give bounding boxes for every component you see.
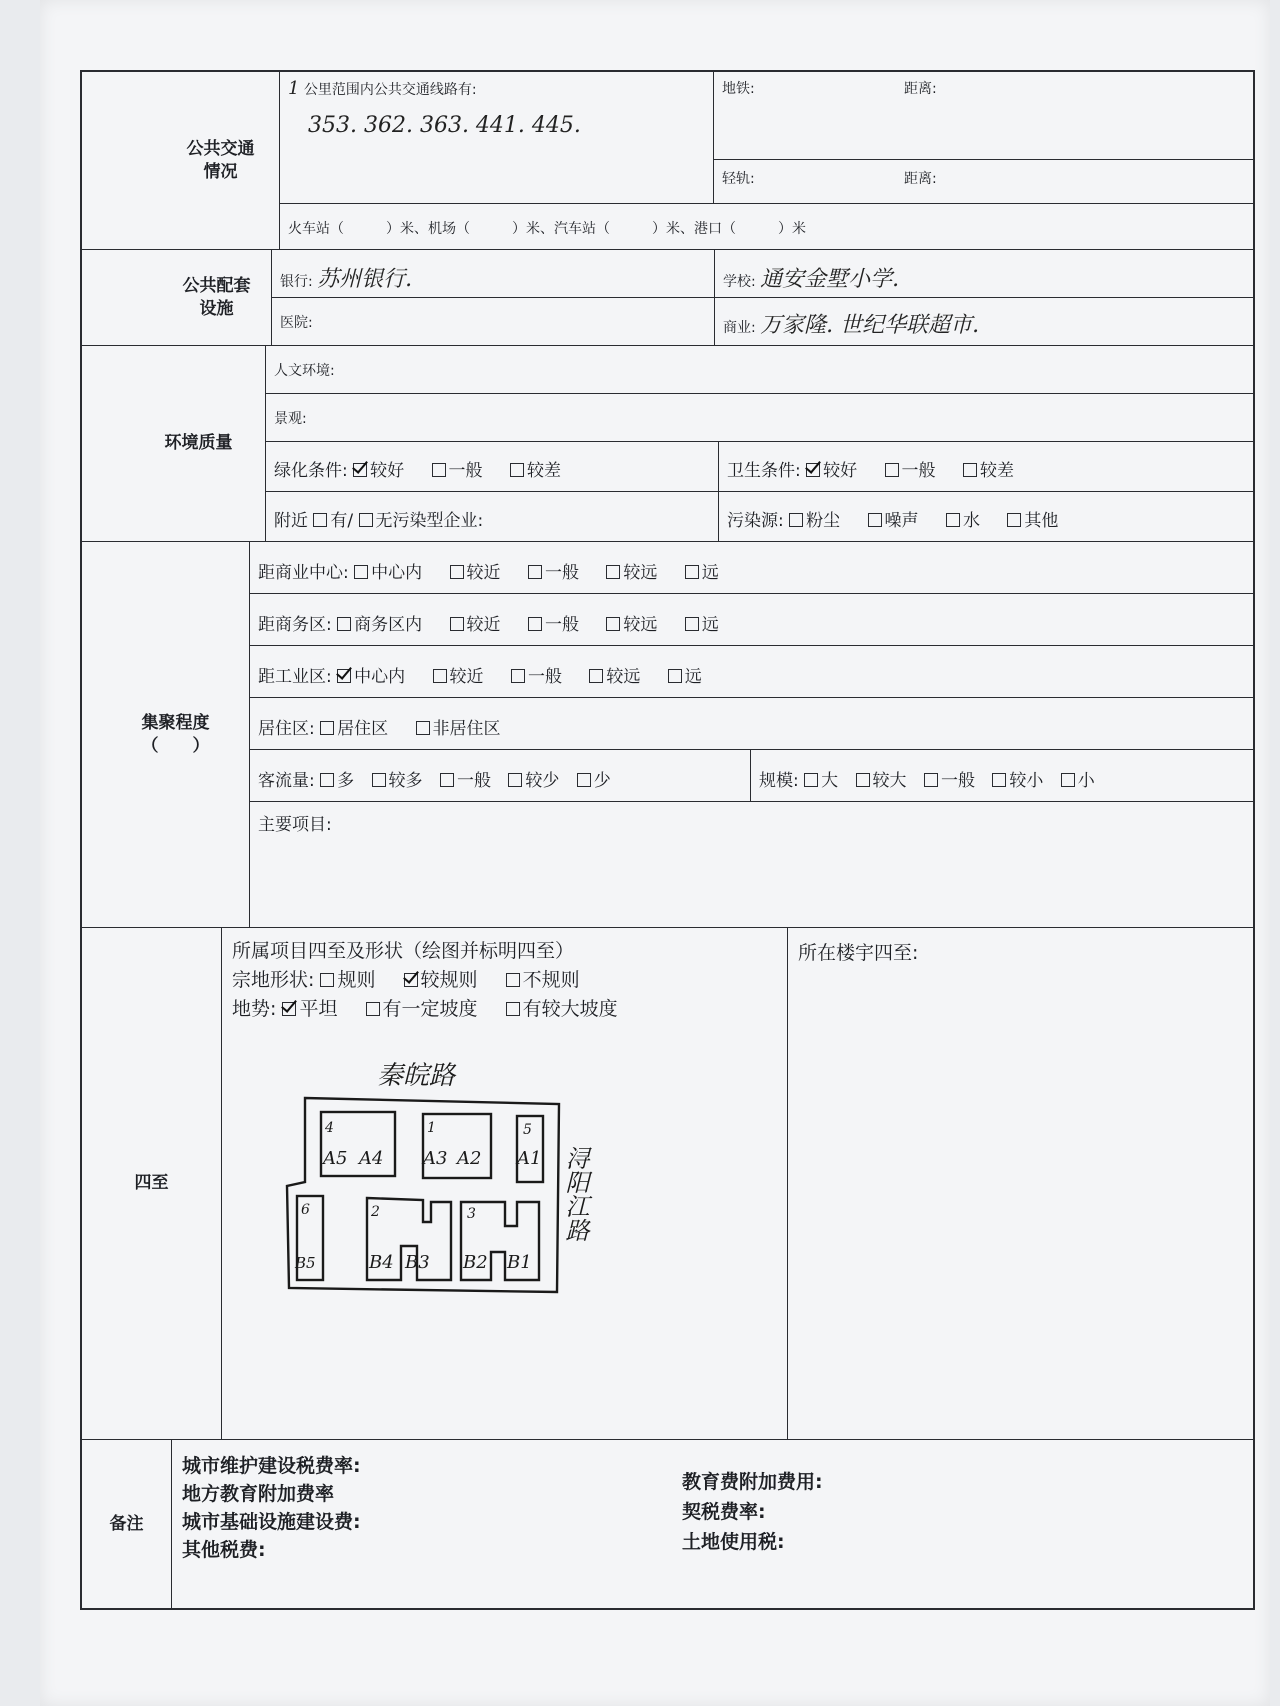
scale-option[interactable] <box>804 771 838 791</box>
bus-routes-label: 公里范围内公共交通线路有: <box>303 82 477 98</box>
block-label: A3 <box>423 1148 448 1169</box>
shape-option-regular[interactable] <box>320 969 375 991</box>
checkbox-icon <box>506 973 520 987</box>
checkbox-icon <box>1007 513 1021 527</box>
scale-option[interactable] <box>1061 771 1095 791</box>
option-label: 噪声 <box>884 511 919 531</box>
option-label: 一般 <box>940 771 975 791</box>
biz-district-cell <box>250 594 749 645</box>
option-label: 较近 <box>449 667 484 687</box>
checkbox-icon <box>450 565 464 579</box>
biz-center-cell <box>250 542 749 593</box>
shape-option-irregular[interactable] <box>506 969 580 991</box>
option-label: 较差 <box>979 461 1014 481</box>
biz-district-option[interactable] <box>337 615 422 635</box>
metro-distance-label: 距离: <box>904 81 937 97</box>
checkbox-icon <box>337 617 351 631</box>
checkbox-icon <box>789 513 803 527</box>
biz-district-label: 距商务区: <box>258 615 332 635</box>
traffic-option[interactable] <box>508 771 559 791</box>
traffic-scale-row <box>250 750 1253 802</box>
option-label: 一般 <box>544 615 579 635</box>
paper-sheet <box>40 0 1270 1706</box>
stations-text: 火车站（ ）米、机场（ ）米、汽车站（ ）米、港口（ ）米 <box>288 221 806 237</box>
option-label: 非居住区 <box>432 719 501 739</box>
option-label: 其他 <box>1024 511 1059 531</box>
checkbox-icon <box>685 617 699 631</box>
biz-center-option[interactable] <box>685 563 719 583</box>
greening-option-poor[interactable] <box>510 461 561 481</box>
option-label: 规则 <box>337 969 376 991</box>
checkbox-icon <box>685 565 699 579</box>
option-label: 远 <box>684 667 702 687</box>
bus-routes-value: 353. 362. 363. 441. 445. <box>308 113 581 138</box>
option-label: 远 <box>701 563 719 583</box>
traffic-cell <box>250 750 750 801</box>
boundaries-title: 所属项目四至及形状（绘图并标明四至） <box>232 940 575 962</box>
terrain-row <box>232 994 777 1021</box>
greening-label: 绿化条件: <box>274 461 348 481</box>
hospital-cell <box>272 298 714 346</box>
section-transport <box>82 72 1253 250</box>
checkbox-icon <box>320 721 334 735</box>
industrial-option[interactable] <box>589 667 640 687</box>
checkbox-checked-icon <box>337 669 351 683</box>
boundaries-label: 四至 <box>82 928 222 1439</box>
pollution-option-water[interactable] <box>946 511 980 531</box>
residential-option[interactable] <box>416 719 501 739</box>
metro-label: 地铁: <box>722 81 755 97</box>
option-label: 中心内 <box>371 563 423 583</box>
school-label: 学校: <box>723 274 756 290</box>
option-label: 较好 <box>823 461 858 481</box>
option-label: 商务区内 <box>354 615 423 635</box>
checkbox-checked-icon <box>282 1002 296 1016</box>
nearby-cell <box>266 492 718 542</box>
block-label: A4 <box>359 1148 384 1169</box>
checkbox-icon <box>432 463 446 477</box>
checkbox-icon <box>320 973 334 987</box>
pollution-label: 污染源: <box>727 511 784 531</box>
industrial-row <box>250 646 1253 698</box>
option-label: 不规则 <box>522 969 580 991</box>
checkbox-icon <box>924 773 938 787</box>
biz-district-row <box>250 594 1253 646</box>
block-label: 4 <box>325 1120 334 1136</box>
option-label: 多 <box>337 771 355 791</box>
building-boundaries-label: 所在楼宇四至: <box>798 942 919 964</box>
shape-row <box>232 965 777 992</box>
commerce-label: 商业: <box>723 320 756 336</box>
biz-district-option[interactable] <box>685 615 719 635</box>
block-label: 1 <box>427 1120 436 1136</box>
biz-center-row <box>250 542 1253 594</box>
hospital-commerce-row <box>272 298 1253 346</box>
pollution-option-other[interactable] <box>1007 511 1058 531</box>
traffic-option[interactable] <box>440 771 491 791</box>
block-label: B1 <box>507 1252 532 1273</box>
nearby-option-no: 无污染型企业: <box>375 511 484 531</box>
industrial-option-center[interactable] <box>337 667 405 687</box>
environment-label: 环境质量 <box>132 346 266 541</box>
block-label: 2 <box>371 1204 380 1220</box>
block-label: A1 <box>517 1148 542 1169</box>
fee-city-infrastructure: 城市基础设施建设费: <box>182 1511 361 1533</box>
light-rail-row <box>714 160 1253 203</box>
metro-row <box>714 72 1253 160</box>
biz-district-option[interactable] <box>528 615 579 635</box>
option-label: 水 <box>962 511 980 531</box>
checkbox-icon <box>528 617 542 631</box>
bank-cell <box>272 250 714 297</box>
industrial-option[interactable] <box>433 667 484 687</box>
terrain-label: 地势: <box>232 998 277 1020</box>
option-label: 较远 <box>606 667 641 687</box>
scale-option[interactable] <box>856 771 907 791</box>
option-label: 少 <box>593 771 611 791</box>
checkbox-icon <box>510 463 524 477</box>
industrial-label: 距工业区: <box>258 667 332 687</box>
main-projects-label: 主要项目: <box>258 815 332 835</box>
checkbox-icon <box>868 513 882 527</box>
biz-center-option[interactable] <box>354 563 422 583</box>
bus-routes-cell <box>280 72 713 203</box>
checkbox-checked-icon <box>404 973 418 987</box>
option-label: 较远 <box>623 563 658 583</box>
checkbox-icon <box>320 773 334 787</box>
culture-label: 人文环境: <box>274 363 335 379</box>
biz-center-option[interactable] <box>606 563 657 583</box>
section-notes <box>82 1440 1253 1608</box>
pollution-option-dust[interactable] <box>789 511 840 531</box>
landscape-row <box>266 394 1253 442</box>
bank-value: 苏州银行. <box>317 267 413 292</box>
checkbox-icon <box>528 565 542 579</box>
shape-label: 宗地形状: <box>232 969 315 991</box>
facilities-label: 公共配套 设施 <box>162 250 272 345</box>
stations-row <box>280 204 1253 250</box>
checkbox-icon <box>577 773 591 787</box>
greening-hygiene-row <box>266 442 1253 492</box>
biz-center-option[interactable] <box>528 563 579 583</box>
scale-option[interactable] <box>992 771 1043 791</box>
checkbox-icon <box>511 669 525 683</box>
fee-deed-tax: 契税费率: <box>682 1501 766 1523</box>
hygiene-option-good[interactable] <box>806 461 857 481</box>
option-label: 较大 <box>872 771 907 791</box>
option-label: 较少 <box>525 771 560 791</box>
scale-option[interactable] <box>924 771 975 791</box>
section-boundaries <box>82 928 1253 1440</box>
hygiene-cell <box>718 442 1253 491</box>
block-label: B3 <box>405 1252 430 1273</box>
bank-label: 银行: <box>280 274 313 290</box>
checkbox-icon <box>506 1002 520 1016</box>
option-label: 平坦 <box>299 998 338 1020</box>
industrial-option[interactable] <box>511 667 562 687</box>
option-label: 较规则 <box>420 969 478 991</box>
option-label: 粉尘 <box>806 511 841 531</box>
residential-cell <box>250 698 531 749</box>
bank-school-row <box>272 250 1253 298</box>
biz-district-option[interactable] <box>606 615 657 635</box>
hygiene-option-average[interactable] <box>885 461 936 481</box>
greening-option-average[interactable] <box>432 461 483 481</box>
checkbox-icon <box>946 513 960 527</box>
checkbox-icon <box>885 463 899 477</box>
fee-education-surcharge: 教育费附加费用: <box>682 1471 823 1493</box>
boundaries-project-cell <box>222 928 787 1439</box>
option-label: 一般 <box>456 771 491 791</box>
checkbox-icon <box>354 565 368 579</box>
biz-center-label: 距商业中心: <box>258 563 349 583</box>
block-label: A5 <box>323 1148 348 1169</box>
checkbox-icon <box>668 669 682 683</box>
checkbox-icon <box>992 773 1006 787</box>
option-label: 较差 <box>526 461 561 481</box>
checkbox-checked-icon <box>353 463 367 477</box>
bus-distance-value: 1 <box>288 78 300 99</box>
checkbox-icon <box>440 773 454 787</box>
nearby-label: 附近 <box>274 511 308 531</box>
cluster-label: 集聚程度 （ ） <box>102 542 250 927</box>
checkbox-icon <box>450 617 464 631</box>
school-value: 通安金墅小学. <box>760 267 900 292</box>
road-top-label: 秦皖路 <box>377 1061 456 1091</box>
greening-cell <box>266 442 718 491</box>
fee-local-education: 地方教育附加费率 <box>182 1483 335 1505</box>
checkbox-icon[interactable] <box>313 513 327 527</box>
hygiene-option-poor[interactable] <box>963 461 1014 481</box>
hygiene-label: 卫生条件: <box>727 461 801 481</box>
checkbox-icon <box>366 1002 380 1016</box>
traffic-option[interactable] <box>577 771 611 791</box>
school-cell <box>714 250 1253 297</box>
option-label: 小 <box>1077 771 1095 791</box>
fee-city-maintenance: 城市维护建设税费率: <box>182 1455 361 1477</box>
checkbox-icon <box>963 463 977 477</box>
option-label: 远 <box>701 615 719 635</box>
checkbox-checked-icon <box>806 463 820 477</box>
site-sketch <box>277 1046 617 1306</box>
biz-district-option[interactable] <box>450 615 501 635</box>
checkbox-icon <box>856 773 870 787</box>
fee-other: 其他税费: <box>182 1539 266 1561</box>
transport-main-row <box>280 72 1253 204</box>
nearby-option-yes: 有/ <box>330 511 354 531</box>
biz-center-option[interactable] <box>450 563 501 583</box>
traffic-label: 客流量: <box>258 771 315 791</box>
traffic-option[interactable] <box>320 771 354 791</box>
checkbox-icon <box>589 669 603 683</box>
option-label: 中心内 <box>354 667 406 687</box>
section-cluster <box>82 542 1253 928</box>
checkbox-icon <box>804 773 818 787</box>
block-label: 6 <box>301 1202 310 1218</box>
option-label: 有较大坡度 <box>522 998 618 1020</box>
greening-option-good[interactable] <box>353 461 404 481</box>
terrain-option-flat[interactable] <box>282 998 337 1020</box>
option-label: 一般 <box>901 461 936 481</box>
industrial-cell <box>250 646 732 697</box>
commerce-cell <box>714 298 1253 346</box>
checkbox-icon <box>433 669 447 683</box>
option-label: 较好 <box>370 461 405 481</box>
terrain-option-steep[interactable] <box>506 998 618 1020</box>
checkbox-icon <box>606 565 620 579</box>
culture-row <box>266 346 1253 394</box>
option-label: 一般 <box>544 563 579 583</box>
building-boundaries-cell <box>787 928 1253 1439</box>
option-label: 较远 <box>623 615 658 635</box>
checkbox-icon <box>606 617 620 631</box>
option-label: 较小 <box>1009 771 1044 791</box>
rail-cell <box>713 72 1253 203</box>
industrial-option[interactable] <box>668 667 702 687</box>
option-label: 较多 <box>388 771 423 791</box>
option-label: 居住区 <box>337 719 389 739</box>
pollution-row <box>266 492 1253 542</box>
option-label: 大 <box>821 771 839 791</box>
notes-label: 备注 <box>82 1440 172 1608</box>
hospital-label: 医院: <box>280 315 313 331</box>
option-label: 较近 <box>466 563 501 583</box>
checkbox-icon[interactable] <box>359 513 373 527</box>
section-environment <box>82 346 1253 542</box>
residential-row <box>250 698 1253 750</box>
checkbox-icon <box>508 773 522 787</box>
road-right-label: 浔阳江路 <box>561 1146 589 1242</box>
traffic-option[interactable] <box>372 771 423 791</box>
transport-label: 公共交通 情况 <box>162 72 280 249</box>
checkbox-icon <box>416 721 430 735</box>
section-facilities <box>82 250 1253 346</box>
shape-option-fairly-regular[interactable] <box>404 969 478 991</box>
option-label: 有一定坡度 <box>382 998 478 1020</box>
terrain-option-slope[interactable] <box>366 998 478 1020</box>
checkbox-icon <box>372 773 386 787</box>
fee-land-use-tax: 土地使用税: <box>682 1531 785 1553</box>
residential-label: 居住区: <box>258 719 315 739</box>
block-label: B4 <box>369 1252 394 1273</box>
landscape-label: 景观: <box>274 411 307 427</box>
block-label: 5 <box>523 1122 532 1138</box>
main-projects-row <box>250 802 1253 928</box>
light-rail-label: 轻轨: <box>722 171 755 187</box>
pollution-option-noise[interactable] <box>868 511 919 531</box>
pollution-source-cell <box>718 492 1253 542</box>
commerce-value: 万家隆. 世纪华联超市. <box>760 313 980 338</box>
option-label: 一般 <box>527 667 562 687</box>
survey-form <box>80 70 1255 1610</box>
block-label: 3 <box>467 1206 476 1222</box>
block-label: A2 <box>457 1148 482 1169</box>
light-rail-distance-label: 距离: <box>904 171 937 187</box>
option-label: 一般 <box>448 461 483 481</box>
block-label: B2 <box>463 1252 488 1273</box>
block-label: B5 <box>295 1254 316 1272</box>
scale-label: 规模: <box>759 771 799 791</box>
residential-option[interactable] <box>320 719 388 739</box>
scale-cell <box>750 750 1253 801</box>
checkbox-icon <box>1061 773 1075 787</box>
option-label: 较近 <box>466 615 501 635</box>
